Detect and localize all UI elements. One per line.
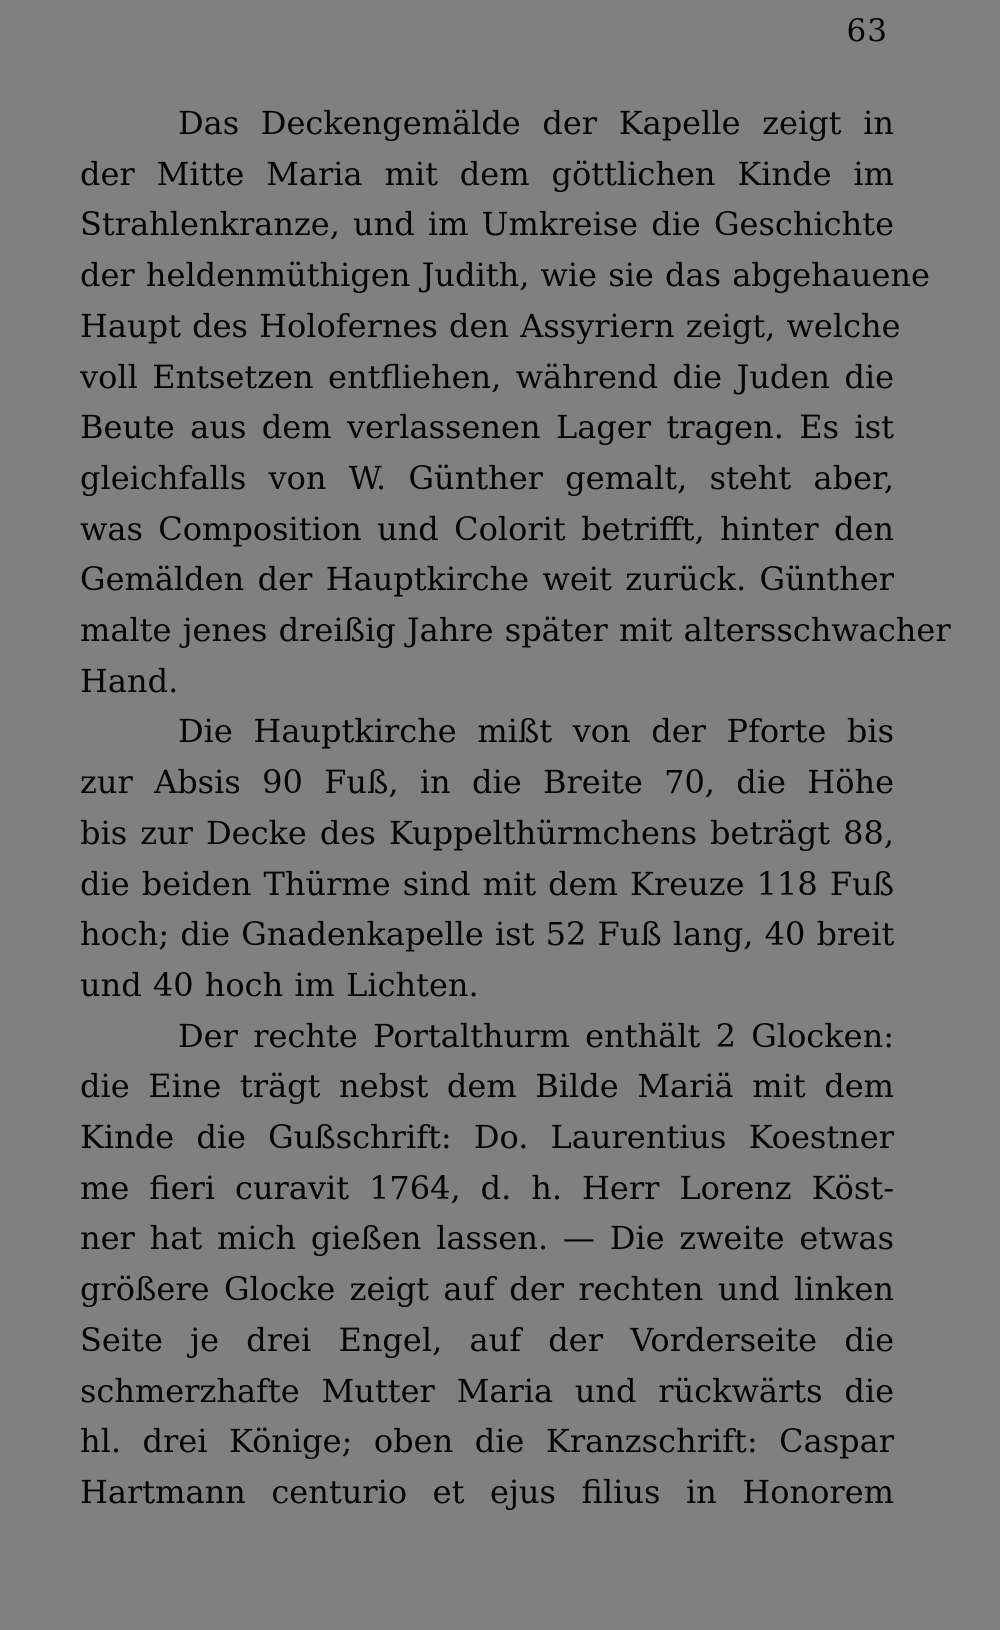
paragraph-chapel-ceiling [80,98,951,706]
text-line: voll Entsetzen entfliehen, während die Juden die [80,357,894,396]
text-line: hoch; die Gnadenkapelle ist 52 Fuß lang, 40 breit [80,915,895,954]
text-line: Hartmann centurio et ejus filius in Honorem [80,1472,894,1511]
text-line: Seite je drei Engel, auf der Vorderseite die [80,1320,894,1359]
text-line: zur Absis 90 Fuß, in die Breite 70, die Höhe [80,763,894,802]
text-line: der heldenmüthigen Judith, wie sie das abgehauene [80,256,930,295]
text-line: Das Deckengemälde der Kapelle zeigt in [178,104,894,142]
text-line: Gemälden der Hauptkirche weit zurück. Günther [80,560,894,599]
text-line: und 40 hoch im Lichten. [80,965,479,1004]
text-line: Der rechte Portalthurm enthält 2 Glocken: [178,1016,894,1055]
text-line: Die Hauptkirche mißt von der Pforte bis [178,712,894,751]
text-line: größere Glocke zeigt auf der rechten und linken [80,1270,894,1309]
text-line: Hand. [80,661,179,700]
text-line: schmerzhafte Mutter Maria und rückwärts die [80,1371,894,1410]
text-line: Haupt des Holofernes den Assyriern zeigt, welche [80,306,901,345]
text-line: Strahlenkranze, und im Umkreise die Geschichte [80,205,894,244]
page-number: 63 [846,13,888,49]
text-line: malte jenes dreißig Jahre später mit altersschwacher [80,611,951,650]
text-line: me fieri curavit 1764, d. h. Herr Lorenz Köst- [80,1168,894,1207]
paragraph-lines [80,706,894,1010]
paragraph-main-church-dimensions [80,706,894,1010]
text-line: bis zur Decke des Kuppelthürmchens beträgt 88, [80,813,894,852]
paragraph-lines [80,98,951,706]
text-line: ner hat mich gießen lassen. — Die zweite etwas [80,1219,894,1258]
paragraph-lines [80,1011,894,1518]
text-line: was Composition und Colorit betrifft, hinter den [80,509,894,548]
text-line: die beiden Thürme sind mit dem Kreuze 118 Fuß [80,864,894,903]
text-line: hl. drei Könige; oben die Kranzschrift: Caspar [80,1422,894,1461]
body-text [80,98,951,1518]
text-line: gleichfalls von W. Günther gemalt, steht aber, [80,458,894,497]
text-line: die Eine trägt nebst dem Bilde Mariä mit dem [80,1067,894,1106]
text-line: der Mitte Maria mit dem göttlichen Kinde im [80,154,894,193]
paragraph-bells [80,1011,894,1518]
text-line: Kinde die Gußschrift: Do. Laurentius Koestner [80,1118,894,1157]
text-line: Beute aus dem verlassenen Lager tragen. Es ist [80,408,894,447]
